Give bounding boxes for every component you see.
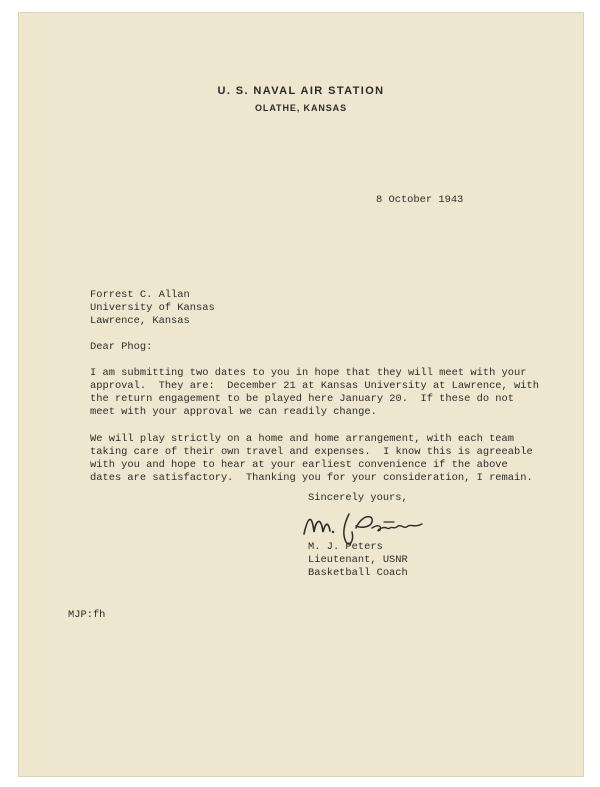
body-line: meet with your approval we can readily change. bbox=[90, 406, 377, 418]
letter-page bbox=[18, 12, 584, 777]
salutation: Dear Phog: bbox=[90, 341, 153, 353]
body-line: the return engagement to be played here January 20. If these do not bbox=[90, 393, 515, 405]
body-line: We will play strictly on a home and home arrangement, with each team bbox=[90, 433, 515, 445]
reference-initials: MJP:fh bbox=[68, 609, 106, 621]
recipient-city: Lawrence, Kansas bbox=[90, 315, 190, 327]
letter-date: 8 October 1943 bbox=[376, 194, 464, 206]
recipient-name: Forrest C. Allan bbox=[90, 289, 190, 301]
signer-name: M. J. Peters bbox=[308, 541, 383, 553]
closing: Sincerely yours, bbox=[308, 492, 408, 504]
signer-rank: Lieutenant, USNR bbox=[308, 554, 408, 566]
signer-title: Basketball Coach bbox=[308, 567, 408, 579]
body-line: approval. They are: December 21 at Kansas University at Lawrence, with bbox=[90, 380, 539, 392]
body-line: with you and hope to hear at your earliest convenience if the above bbox=[90, 459, 508, 471]
body-line: dates are satisfactory. Thanking you for your consideration, I remain. bbox=[90, 472, 533, 484]
body-line: I am submitting two dates to you in hope that they will meet with your bbox=[90, 367, 527, 379]
letterhead-title: U. S. NAVAL AIR STATION bbox=[217, 85, 385, 97]
body-line: taking care of their own travel and expenses. I know this is agreeable bbox=[90, 446, 533, 458]
letterhead-location: OLATHE, KANSAS bbox=[255, 103, 347, 113]
recipient-institution: University of Kansas bbox=[90, 302, 215, 314]
